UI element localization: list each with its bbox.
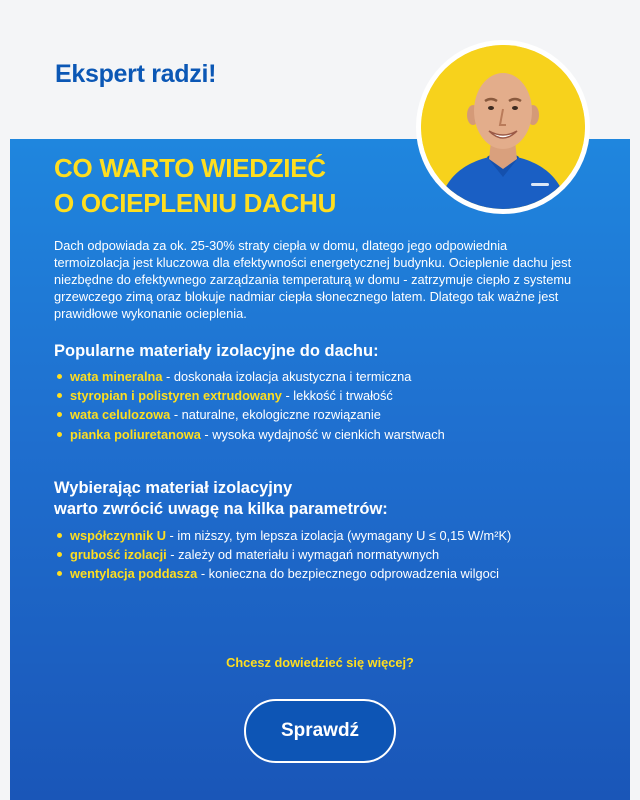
article-title-line-1: CO WARTO WIEDZIEĆ (54, 153, 326, 183)
materials-heading: Popularne materiały izolacyjne do dachu: (54, 342, 379, 360)
expert-avatar (421, 45, 585, 209)
intro-paragraph: Dach odpowiada za ok. 25-30% straty ciepła w domu, dlatego jego odpowiednia termoizolacja jest kluczowa dla efektywności energetycznej budynku. Ocieplenie dachu jest niezbędne do efektywnego zarządzania temperaturą w domu - zatrzymuje ciepło z systemu grzewczego zimą oraz blokuje nadmiar ciepła słonecznego latem. Dlatego tak ważne jest prawidłowe wykonanie ocieplenia. (54, 238, 572, 321)
material-desc: - lekkość i trwałość (281, 388, 393, 404)
material-desc: - doskonała izolacja akustyczna i termiczna (162, 369, 412, 384)
list-item (54, 386, 445, 405)
parameter-term: grubość izolacji (70, 547, 167, 563)
parameters-heading-line-2: warto zwrócić uwagę na kilka parametrów: (54, 500, 388, 518)
article-title (54, 151, 336, 221)
parameter-term: współczynnik U (70, 528, 166, 543)
parameters-heading (54, 478, 388, 520)
parameter-desc: - zależy od materiału i wymagań normatywnych (166, 547, 440, 563)
material-term: wata celulozowa (70, 407, 171, 423)
article-title-line-2: O OCIEPLENIU DACHU (54, 188, 337, 218)
material-desc: - wysoka wydajność w cienkich warstwach (200, 426, 445, 442)
material-term: pianka poliuretanowa (70, 426, 201, 442)
list-item (54, 564, 511, 583)
list-item (54, 405, 445, 424)
material-term: wata mineralna (70, 369, 163, 384)
material-term: styropian i polistyren extrudowany (70, 388, 282, 404)
check-button[interactable]: Sprawdź (244, 699, 396, 763)
list-item (54, 545, 511, 564)
more-info-question: Chcesz dowiedzieć się więcej? (226, 655, 414, 670)
header-title: Ekspert radzi! (55, 60, 217, 88)
material-desc: - naturalne, ekologiczne rozwiązanie (170, 407, 381, 423)
parameters-heading-line-1: Wybierając materiał izolacyjny (54, 479, 293, 497)
list-item (54, 367, 445, 386)
parameter-term: wentylacja poddasza (70, 566, 198, 582)
parameters-list (54, 526, 511, 584)
parameter-desc: - konieczna do bezpiecznego odprowadzenia wilgoci (197, 566, 499, 582)
materials-list (54, 367, 445, 444)
parameter-desc: - im niższy, tym lepsza izolacja (wymagany U ≤ 0,15 W/m²K) (166, 528, 512, 543)
list-item (54, 425, 445, 444)
expert-photo (421, 45, 585, 209)
list-item (54, 526, 511, 545)
